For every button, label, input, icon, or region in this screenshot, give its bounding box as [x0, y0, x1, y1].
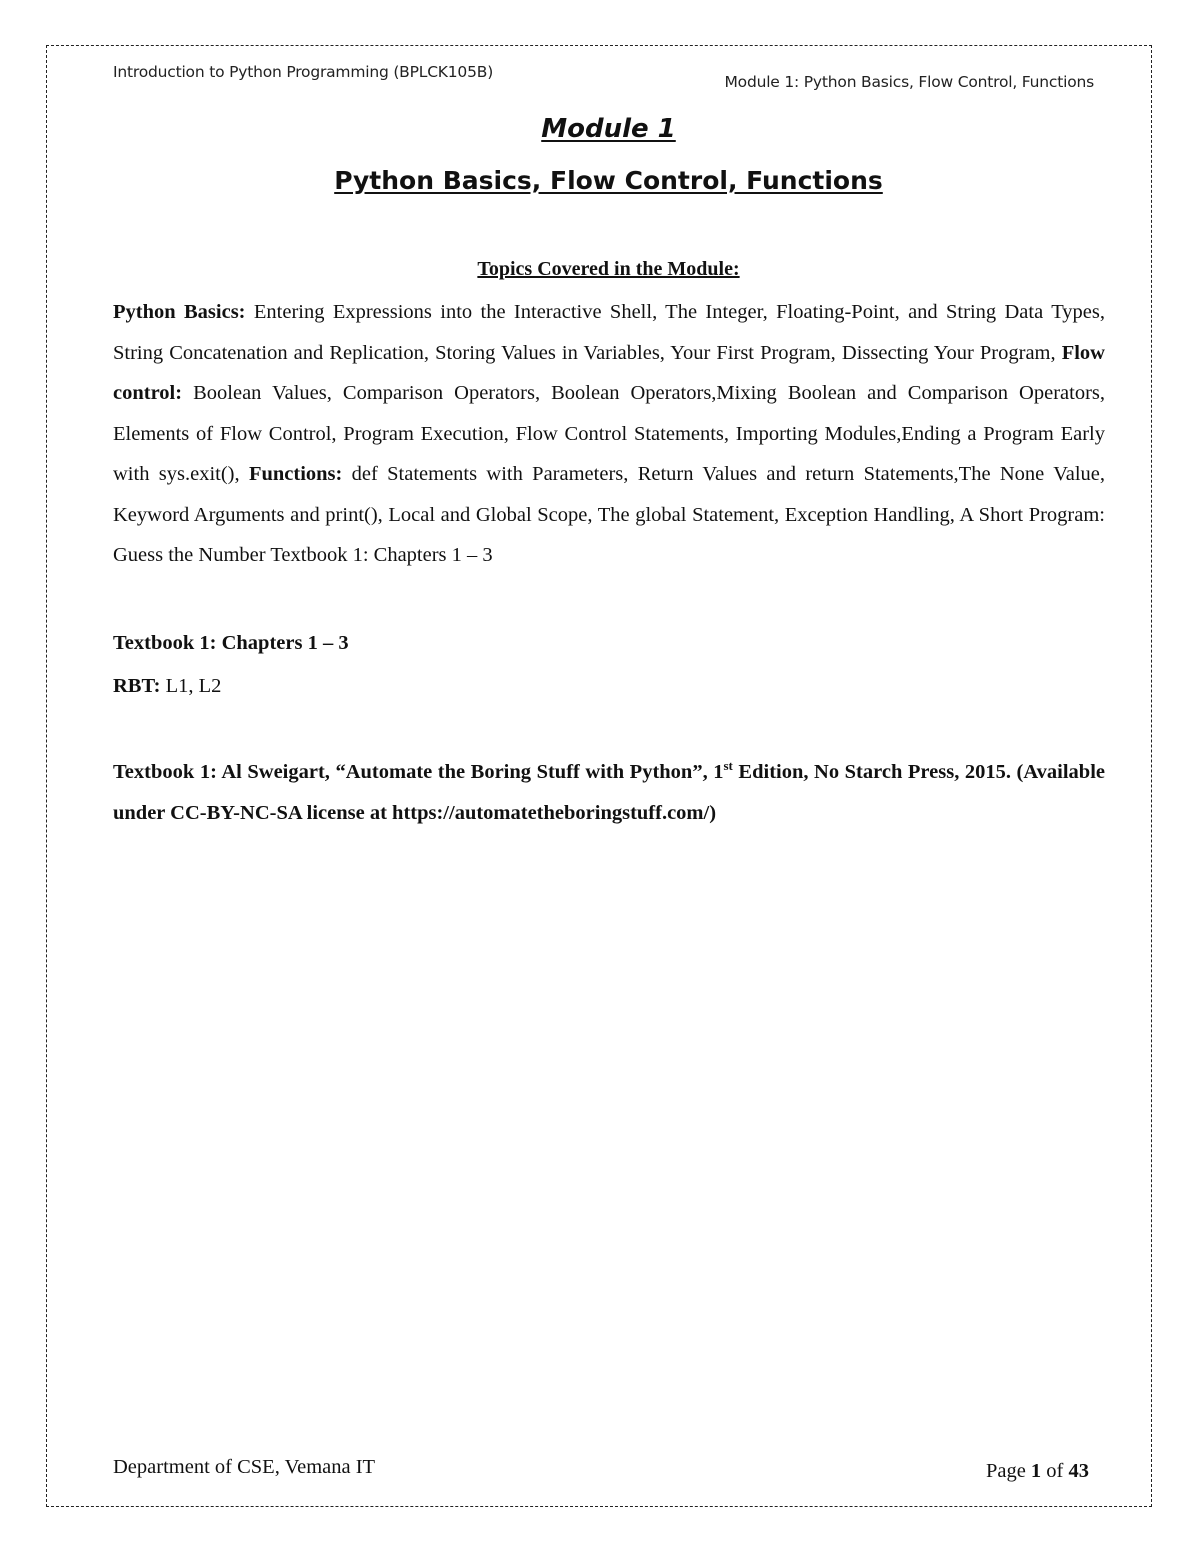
rbt-label: RBT: [113, 675, 161, 697]
python-basics-text: Entering Expressions into the Interactive Shell, The Integer, Floating-Point, and String Data Types, String Concatenation and Replication, Storing Values in Variables, Your First Program, Dissecting Your Program, [113, 301, 1105, 364]
reference-publisher: Edition, No Starch Press, 2015. (Available under CC-BY-NC-SA license at https://automatetheboringstuff.com/) [113, 761, 1105, 824]
textbook-reference [113, 752, 1105, 833]
page-current: 1 [1030, 1460, 1042, 1482]
flow-control-label: Flow control: [113, 341, 1105, 404]
textbook-chapters: Textbook 1: Chapters 1 – 3 [113, 632, 349, 654]
rbt-value: L1, L2 [160, 675, 222, 697]
reference-author-title: Al Sweigart, “Automate the Boring Stuff with Python”, 1 [216, 761, 724, 783]
flow-control-text: Boolean Values, Comparison Operators, Boolean Operators,Mixing Boolean and Comparison Operators, Elements of Flow Control, Program Execution, Flow Control Statements, Importing Modules,Ending a Program Early with sys.exit(), [113, 382, 1105, 485]
page-of: of [1041, 1460, 1069, 1482]
python-basics-label: Python Basics: [113, 301, 246, 323]
functions-label: Functions: [248, 463, 343, 485]
footer-department: Department of CSE, Vemana IT [113, 1456, 376, 1478]
page-total: 43 [1068, 1460, 1089, 1482]
running-header-module: Module 1: Python Basics, Flow Control, Functions [724, 73, 1094, 91]
page-number [986, 1460, 1089, 1483]
page-prefix: Page [985, 1460, 1031, 1482]
reference-superscript: st [723, 758, 733, 774]
rbt-levels [113, 675, 221, 698]
functions-text: def Statements with Parameters, Return Values and return Statements,The None Value, Keyword Arguments and print(), Local and Global Scope, The global Statement, Exception Handling, A Short Program: Guess the Number Textbook 1: Chapters 1 – 3 [113, 463, 1106, 566]
module-subtitle: Python Basics, Flow Control, Functions [334, 166, 883, 195]
module-title: Module 1 [541, 114, 676, 144]
topics-heading: Topics Covered in the Module: [477, 258, 740, 280]
running-header-course: Introduction to Python Programming (BPLCK105B) [113, 63, 494, 81]
topics-paragraph [113, 292, 1105, 576]
reference-label: Textbook 1: [113, 761, 217, 783]
